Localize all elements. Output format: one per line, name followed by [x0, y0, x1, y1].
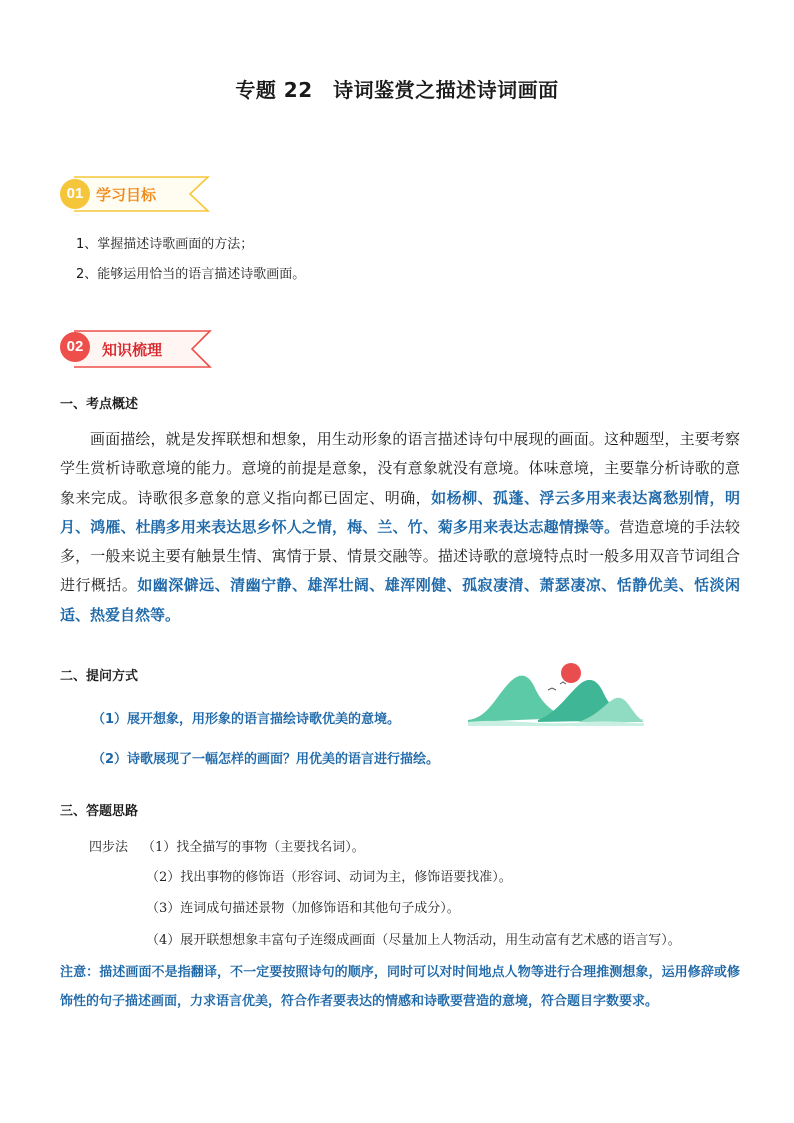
step-2: （2）找出事物的修饰语（形容词、动词为主，修饰语要找准）。 [146, 870, 512, 885]
section-banner-knowledge [60, 330, 212, 368]
step-1: （1）找全描写的事物（主要找名词）。 [142, 840, 365, 855]
heading-question-types: 二、提问方式 [60, 669, 139, 684]
four-step-method-label: 四步法 [89, 840, 129, 855]
section-label: 学习目标 [96, 186, 157, 204]
goal-item-2: 2、能够运用恰当的语言描述诗歌画面。 [76, 267, 306, 282]
overview-text-2: 营造意境的手法较多，一般来说主要有触景生情、寓情于景、情景交融等。描述诗歌的意境特点时一般多用双音节词组合进行概括。 [60, 517, 740, 595]
overview-highlight-1: 如杨柳、孤蓬、浮云多用来表达离愁别情，明月、鸿雁、杜鹃多用来表达思乡怀人之情，梅、兰、竹、菊多用来表达志趣情操等。 [60, 488, 740, 536]
heading-answer-approach: 三、答题思路 [60, 804, 139, 819]
step-4: （4）展开联想想象丰富句子连缀成画面（尽量加上人物活动，用生动富有艺术感的语言写）。 [146, 933, 681, 948]
question-type-2: （2）诗歌展现了一幅怎样的画面？用优美的语言进行描绘。 [92, 752, 440, 767]
section-number: 02 [60, 332, 90, 362]
note-paragraph: 注意：描述画面不是指翻译，不一定要按照诗句的顺序，同时可以对时间地点人物等进行合理推测想象，运用修辞或修饰性的句子描述画面，力求语言优美，符合作者要表达的情感和诗歌要营造的意境，符合题目字数要求。 [60, 965, 740, 1009]
page-title: 专题 22 诗词鉴赏之描述诗词画面 [235, 78, 559, 102]
step-3: （3）连词成句描述景物（加修饰语和其他句子成分）。 [146, 901, 460, 916]
section-label: 知识梳理 [102, 341, 163, 359]
overview-paragraph [60, 425, 740, 630]
mountain-landscape-icon [468, 660, 644, 726]
overview-text-1: 画面描绘，就是发挥联想和想象，用生动形象的语言描述诗句中展现的画面。这种题型，主要考察学生赏析诗歌意境的能力。意境的前提是意象，没有意象就没有意境。体味意境，主要靠分析诗歌的意象来完成。诗歌很多意象的意义指向都已固定、明确， [60, 430, 740, 507]
section-banner-learning-goals [60, 176, 210, 212]
goal-item-1: 1、掌握描述诗歌画面的方法； [76, 237, 254, 252]
heading-overview: 一、考点概述 [60, 397, 139, 412]
overview-highlight-2: 如幽深僻远、清幽宁静、雄浑壮阔、雄浑刚健、孤寂凄清、萧瑟凄凉、恬静优美、恬淡闲适、热爱自然等。 [60, 576, 740, 624]
question-type-1: （1）展开想象，用形象的语言描绘诗歌优美的意境。 [92, 712, 401, 727]
section-number: 01 [60, 179, 90, 209]
